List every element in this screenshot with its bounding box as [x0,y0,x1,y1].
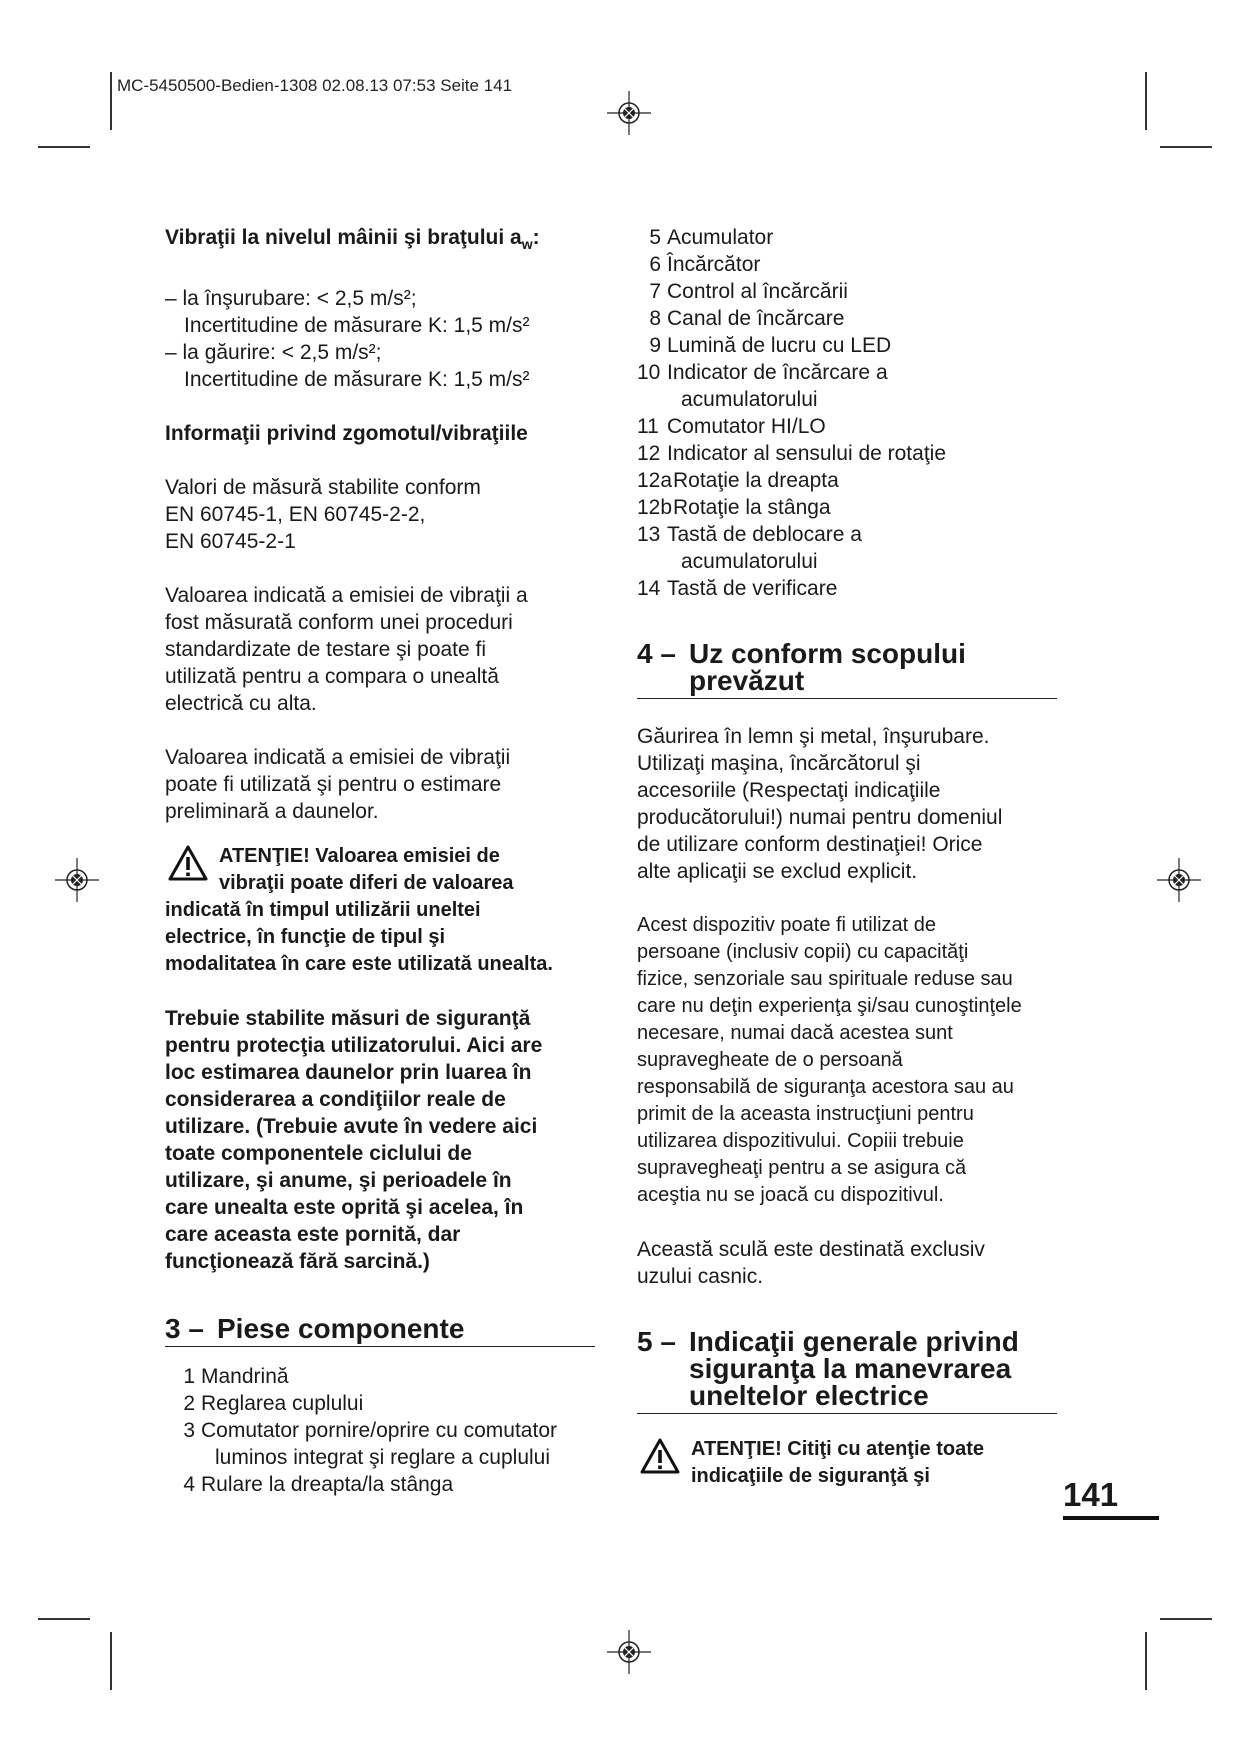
section-4-heading: 4 – Uz conform scopului prevăzut [637,640,1057,699]
list-item: 5 Acumulator [649,226,774,249]
parts-list-right [637,224,1057,602]
registration-mark-icon [607,91,651,135]
safety-measures-paragraph: Trebuie stabilite măsuri de siguranţă pentru protecţia utilizatorului. Aici are loc estimarea daunelor prin luarea în considerarea a condiţiilor reale de utilizare. (Trebuie avute în vedere aici toate componentele ciclului de utilizare, şi anume, şi perioadele în care unealta este oprită şi acelea, în care aceasta este pornită, dar funcţionează fără sarcină.) [165,1007,543,1274]
list-item: 10 Indicator de încărcare a acumulatorului [637,361,888,411]
parts-list-left [165,1363,595,1498]
vibration-values [165,285,595,393]
device-usage-paragraph: Acest dispozitiv poate fi utilizat de persoane (inclusiv copii) cu capacităţi fizice, senzoriale sau spirituale reduse sau care nu deţin experienţa şi/sau cunoştinţele necesare, numai dacă acestea sunt supravegheate de o persoană responsabilă de siguranţa acestora sau au primit de la aceasta instrucţiuni pentru utilizarea dispozitivului. Copiii trebuie supravegheaţi pentru a se asigura că aceştia nu se joacă cu dispozitivul. [637,914,1022,1206]
list-item: 3 Comutator pornire/oprire cu comutator luminos integrat şi reglare a cuplului [183,1419,557,1470]
warning-triangle-icon [640,1438,680,1474]
section-5-heading: 5 – Indicaţii generale privind siguranţa la manevrarea uneltelor electrice [637,1328,1057,1414]
list-item: 13 Tastă de deblocare a acumulatorului [637,523,862,573]
vibration-item-detail: Incertitudine de măsurare K: 1,5 m/s² [184,314,530,338]
list-item: 11 Comutator HI/LO [637,415,826,438]
list-item: 8 Canal de încărcare [649,307,845,330]
left-column [165,224,595,1498]
estimate-paragraph: Valoarea indicată a emisiei de vibraţii poate fi utilizată şi pentru o estimare preliminară a daunelor. [165,746,511,824]
list-item: 12b Rotaţie la stânga [637,496,831,519]
vibration-item-detail: Incertitudine de măsurare K: 1,5 m/s² [184,368,530,392]
crop-mark [38,146,90,148]
intended-use-paragraph: Găurirea în lemn şi metal, înşurubare. Utilizaţi maşina, încărcătorul şi accesoriile (Respectaţi indicaţiile producătorului!) numai pentru domeniul de utilizare conform destinaţiei! Orice alte aplicaţii se exclud explicit. [637,725,1003,883]
crop-mark [1145,1632,1147,1690]
registration-mark-icon [55,858,99,902]
vibration-item: – la înşurubare: < 2,5 m/s²; [165,287,417,311]
list-item: 12a Rotaţie la dreapta [637,469,839,492]
standards-paragraph: Valori de măsură stabilite conform EN 60745-1, EN 60745-2-2, EN 60745-2-1 [165,476,481,554]
list-item: 6 Încărcător [649,253,761,276]
print-slug: MC-5450500-Bedien-1308 02.08.13 07:53 Seite 141 [117,76,513,95]
warning-text: ATENŢIE! Citiţi cu atenţie toate indicaţiile de siguranţă şi [691,1438,984,1487]
list-item: 14 Tastă de verificare [637,577,838,600]
warning-block [165,843,595,978]
crop-mark [38,1618,90,1620]
household-paragraph: Această sculă este destinată exclusiv uzului casnic. [637,1238,985,1288]
list-item: 2 Reglarea cuplului [183,1392,364,1416]
registration-mark-icon [607,1630,651,1674]
page-number: 141 [1063,1476,1159,1520]
list-item: 1 Mandrină [183,1365,289,1389]
warning-text: ATENŢIE! Valoarea emisiei de vibraţii poate diferi de valoarea indicată în timpul utilizării uneltei electrice, în funcţie de tipul şi modalitatea în care este utilizată unealta. [165,845,553,976]
warning-block [637,1436,1057,1490]
crop-mark [110,72,112,130]
section-3-heading: 3 – Piese componente [165,1315,595,1347]
right-column [637,224,1057,1490]
list-item: 12 Indicator al sensului de rotaţie [637,442,946,465]
crop-mark [110,1632,112,1690]
crop-mark [1160,146,1212,148]
emission-paragraph: Valoarea indicată a emisiei de vibraţii a fost măsurată conform unei proceduri standardizate de testare şi poate fi utilizată pentru a compara o unealtă electrică cu alta. [165,584,528,716]
registration-mark-icon [1157,858,1201,902]
crop-mark [1160,1618,1212,1620]
list-item: 4 Rulare la dreapta/la stânga [183,1473,454,1497]
crop-mark [1145,72,1147,130]
vibration-item: – la găurire: < 2,5 m/s²; [165,341,382,365]
noise-heading: Informaţii privind zgomotul/vibraţiile [165,422,528,446]
warning-triangle-icon [168,845,208,881]
list-item: 9 Lumină de lucru cu LED [649,334,892,357]
vibration-heading: Vibraţii la nivelul mâinii şi braţului $a_w$: [165,226,540,253]
list-item: 7 Control al încărcării [649,280,848,303]
